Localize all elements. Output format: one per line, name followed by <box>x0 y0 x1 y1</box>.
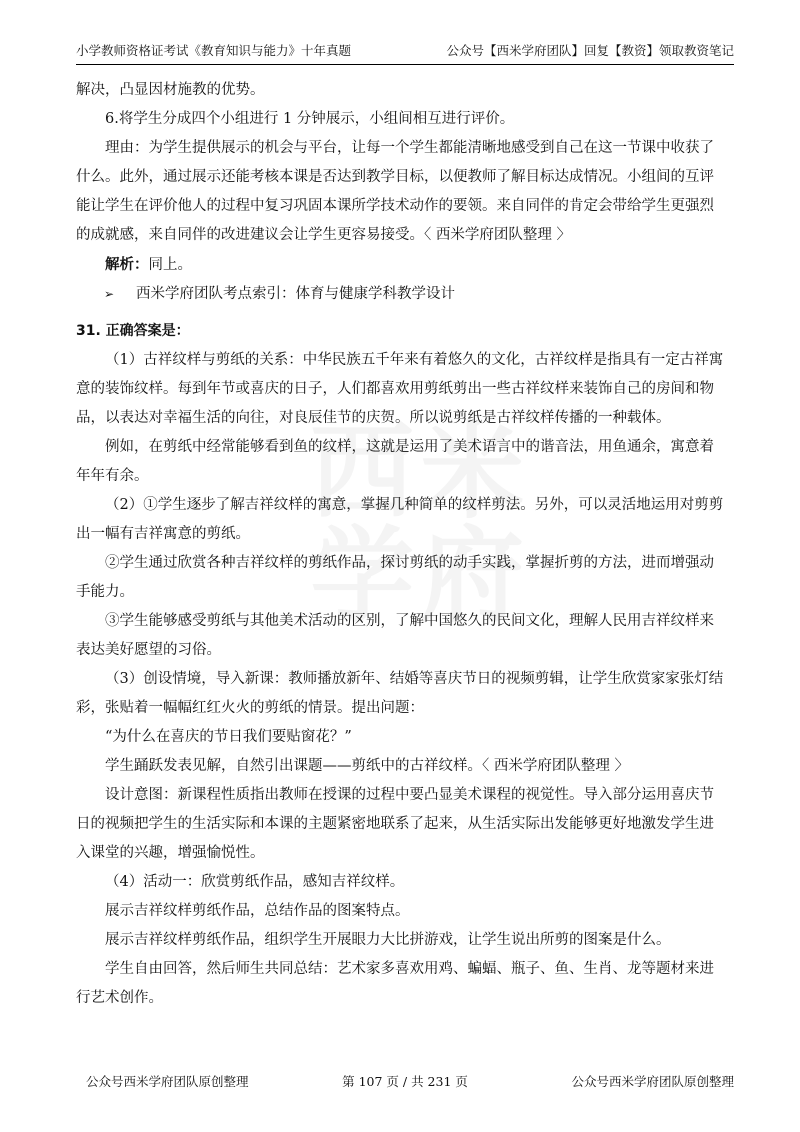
paragraph: 学生自由回答，然后师生共同总结：艺术家多喜欢用鸡、蝙蝠、瓶子、鱼、生肖、龙等题材来进行艺术创作。 <box>76 961 714 1006</box>
header-title: 小学教师资格证考试《教育知识与能力》十年真题 <box>76 43 352 58</box>
question-heading: 31. 正确答案是： <box>76 323 190 339</box>
paragraph: 展示吉祥纹样剪纸作品，组织学生开展眼力大比拼游戏，让学生说出所剪的图案是什么。 <box>105 932 671 948</box>
analysis <box>76 250 728 280</box>
paragraph: ③学生能够感受剪纸与其他美术活动的区别，了解中国悠久的民间文化，理解人民用吉祥纹样来表达美好愿望的习俗。 <box>76 613 714 658</box>
analysis-label: 解析： <box>105 256 149 273</box>
paragraph: 展示吉祥纹样剪纸作品，总结作品的图案特点。 <box>105 903 410 919</box>
document-body <box>76 76 728 1013</box>
knowledge-index-text: 西米学府团队考点索引：体育与健康学科教学设计 <box>136 286 455 302</box>
page-header <box>76 40 734 65</box>
paragraph: （3）创设情境，导入新课：教师播放新年、结婚等喜庆节日的视频剪辑，让学生欣赏家家张灯结彩，张贴着一幅幅红红火火的剪纸的情景。提出问题： <box>76 671 724 716</box>
page-number: 第 107 页 / 共 231 页 <box>342 1074 468 1089</box>
footer-left: 公众号西米学府团队原创整理 <box>86 1074 249 1089</box>
header-promo: 公众号【西米学府团队】回复【教资】领取教资笔记 <box>446 43 734 58</box>
paragraph: “为什么在喜庆的节日我们要贴窗花？” <box>105 729 352 745</box>
paragraph: ②学生通过欣赏各种吉祥纹样的剪纸作品，探讨剪纸的动手实践，掌握折剪的方法，进而增强动手能力。 <box>76 555 714 600</box>
paragraph: 理由：为学生提供展示的机会与平台，让每一个学生都能清晰地感受到自己在这一节课中收获了什么。此外，通过展示还能考核本课是否达到教学目标，以便教师了解目标达成情况。小组间的互评能让学生在评价他人的过程中复习巩固本课所学技术动作的要领。来自同伴的肯定会带给学生更强烈的成就感，来自同伴的改进建议会让学生更容易接受。〈 西米学府团队整理 〉 <box>76 140 714 243</box>
paragraph: 例如，在剪纸中经常能够看到鱼的纹样，这就是运用了美术语言中的谐音法，用鱼通余，寓意着年年有余。 <box>76 439 714 484</box>
paragraph: （4）活动一：欣赏剪纸作品，感知吉祥纹样。 <box>105 874 405 890</box>
paragraph: 6.将学生分成四个小组进行 1 分钟展示，小组间相互进行评价。 <box>105 111 515 127</box>
paragraph: （1）古祥纹样与剪纸的关系：中华民族五千年来有着悠久的文化，古祥纹样是指具有一定古祥寓意的装饰纹样。每到年节或喜庆的日子，人们都喜欢用剪纸剪出一些古祥纹样来装饰自己的房间和物品，以表达对幸福生活的向往，对良辰佳节的庆贺。所以说剪纸是古祥纹样传播的一种载体。 <box>76 352 724 426</box>
paragraph: 解决，凸显因材施教的优势。 <box>76 82 265 98</box>
paragraph: （2）①学生逐步了解吉祥纹样的寓意，掌握几种简单的纹样剪法。另外，可以灵活地运用对剪剪出一幅有吉祥寓意的剪纸。 <box>76 497 724 542</box>
arrow-bullet-icon: ➢ <box>104 287 115 301</box>
knowledge-index <box>76 280 728 309</box>
paragraph: 设计意图：新课程性质指出教师在授课的过程中要凸显美术课程的视觉性。导入部分运用喜庆节日的视频把学生的生活实际和本课的主题紧密地联系了起来，从生活实际出发能够更好地激发学生进入课堂的兴趣，增强愉悦性。 <box>76 787 714 861</box>
paragraph: 学生踊跃发表见解，自然引出课题——剪纸中的古祥纹样。〈 西米学府团队整理 〉 <box>105 758 629 774</box>
analysis-text: 同上。 <box>148 257 192 273</box>
footer-right: 公众号西米学府团队原创整理 <box>571 1074 734 1089</box>
